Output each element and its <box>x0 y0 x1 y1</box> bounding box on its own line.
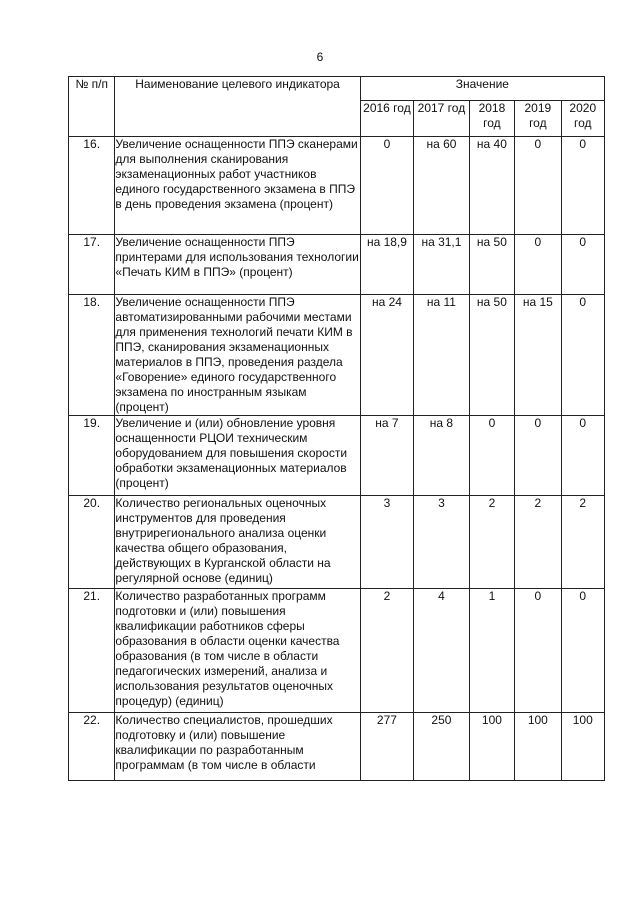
row-number: 19. <box>69 416 115 496</box>
header-year-2019: 2019 год <box>515 101 561 137</box>
value-2017: на 31,1 <box>414 235 470 295</box>
value-2020: 2 <box>561 496 604 589</box>
table-row <box>69 589 605 713</box>
value-2017: на 11 <box>414 295 470 416</box>
header-year-2020: 2020 год <box>561 101 604 137</box>
indicator-name: Количество специалистов, прошедших подготовку и (или) повышение квалификации по разработанным программам (в том числе в области <box>115 713 360 781</box>
value-2020: 0 <box>561 235 604 295</box>
header-year-2017: 2017 год <box>414 101 470 137</box>
header-indicator-name: Наименование целевого индикатора <box>115 77 360 137</box>
value-2018: на 40 <box>469 137 514 235</box>
indicators-table <box>68 76 605 781</box>
value-2018: 100 <box>469 713 514 781</box>
row-number: 21. <box>69 589 115 713</box>
header-num: № п/п <box>69 77 115 137</box>
row-number: 17. <box>69 235 115 295</box>
indicator-name: Количество разработанных программ подготовки и (или) повышения квалификации работников сферы образования в области оценки качества образования (в том числе в области педагогических измерений, анализа и использования результатов оценочных процедур) (единиц) <box>115 589 360 713</box>
indicator-name: Увеличение и (или) обновление уровня оснащенности РЦОИ техническим оборудованием для повышения скорости обработки экзаменационных материалов (процент) <box>115 416 360 496</box>
value-2020: 0 <box>561 295 604 416</box>
value-2016: 3 <box>360 496 413 589</box>
value-2018: 2 <box>469 496 514 589</box>
value-2017: 3 <box>414 496 470 589</box>
value-2019: 0 <box>515 589 561 713</box>
value-2018: на 50 <box>469 235 514 295</box>
value-2017: 250 <box>414 713 470 781</box>
table-row <box>69 496 605 589</box>
value-2017: 4 <box>414 589 470 713</box>
indicator-name: Увеличение оснащенности ППЭ принтерами для использования технологии «Печать КИМ в ППЭ» (процент) <box>115 235 360 295</box>
table-row <box>69 416 605 496</box>
table-row <box>69 137 605 235</box>
value-2016: 0 <box>360 137 413 235</box>
page-number: 6 <box>316 50 324 64</box>
value-2017: на 8 <box>414 416 470 496</box>
value-2020: 100 <box>561 713 604 781</box>
row-number: 20. <box>69 496 115 589</box>
value-2018: 1 <box>469 589 514 713</box>
value-2016: на 18,9 <box>360 235 413 295</box>
value-2019: 2 <box>515 496 561 589</box>
header-value: Значение <box>360 77 604 101</box>
value-2019: 0 <box>515 235 561 295</box>
value-2017: на 60 <box>414 137 470 235</box>
indicator-name: Увеличение оснащенности ППЭ автоматизированными рабочими местами для применения технологий печати КИМ в ППЭ, сканирования экзаменационных материалов в ППЭ, проведения раздела «Говорение» единого государственного экзамена по иностранным языкам (процент) <box>115 295 360 416</box>
value-2016: 2 <box>360 589 413 713</box>
value-2018: 0 <box>469 416 514 496</box>
indicator-name: Количество региональных оценочных инструментов для проведения внутрирегионального анализа оценки качества общего образования, действующих в Курганской области на регулярной основе (единиц) <box>115 496 360 589</box>
value-2020: 0 <box>561 589 604 713</box>
row-number: 16. <box>69 137 115 235</box>
value-2016: 277 <box>360 713 413 781</box>
value-2019: 0 <box>515 416 561 496</box>
header-year-2018: 2018 год <box>469 101 514 137</box>
value-2019: на 15 <box>515 295 561 416</box>
row-number: 22. <box>69 713 115 781</box>
value-2020: 0 <box>561 137 604 235</box>
value-2016: на 7 <box>360 416 413 496</box>
table-row <box>69 235 605 295</box>
value-2020: 0 <box>561 416 604 496</box>
table-header-row <box>69 77 605 101</box>
row-number: 18. <box>69 295 115 416</box>
table-row <box>69 713 605 781</box>
value-2019: 0 <box>515 137 561 235</box>
indicator-name: Увеличение оснащенности ППЭ сканерами для выполнения сканирования экзаменационных работ участников единого государственного экзамена в ППЭ в день проведения экзамена (процент) <box>115 137 360 235</box>
value-2018: на 50 <box>469 295 514 416</box>
value-2019: 100 <box>515 713 561 781</box>
value-2016: на 24 <box>360 295 413 416</box>
header-year-2016: 2016 год <box>360 101 413 137</box>
table-row <box>69 295 605 416</box>
